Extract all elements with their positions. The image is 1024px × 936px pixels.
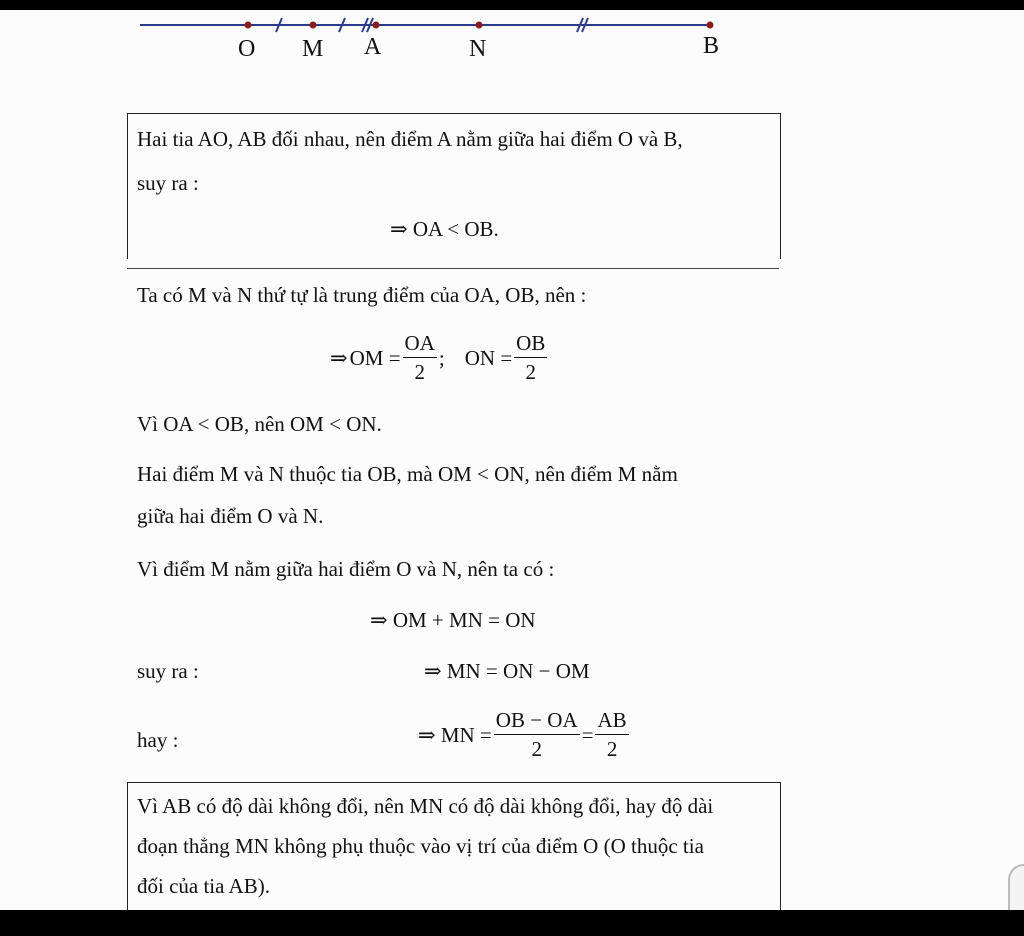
fraction-ob-over-2: $\frac{OB}{2}$	[516, 331, 546, 384]
label-point-o: O	[238, 36, 256, 62]
label-point-m: M	[302, 36, 324, 62]
point-m	[310, 22, 317, 29]
floating-edge-button[interactable]	[1008, 864, 1024, 910]
equation-sum: ⇒ OM + MN = ON	[370, 608, 536, 632]
eq1-separator: ;	[438, 345, 445, 370]
label-point-b: B	[703, 33, 720, 59]
equation-midpoints	[330, 333, 549, 383]
body-paragraph-4: Vì điểm M nằm giữa hai điểm O và N, nên ta có :	[137, 557, 555, 581]
document-page	[0, 10, 1024, 910]
box2-line1: Vì AB có độ dài không đổi, nên MN có độ dài không đổi, hay độ dài	[137, 794, 714, 818]
label-point-a: A	[364, 34, 382, 60]
label-point-n: N	[469, 36, 487, 62]
label-hay: hay :	[137, 728, 179, 752]
divider-line-1	[127, 268, 779, 269]
equation-mn-result	[418, 710, 631, 760]
label-suy-ra: suy ra :	[137, 659, 199, 683]
equation-difference: ⇒ MN = ON − OM	[424, 659, 590, 683]
box2-line3: đối của tia AB).	[137, 874, 270, 898]
eq1-lhs1: OM =	[349, 345, 401, 370]
body-paragraph-2: Vì OA < OB, nên OM < ON.	[137, 412, 382, 436]
box1-equation: ⇒ OA < OB.	[390, 217, 499, 241]
eq1-arrow: ⇒	[330, 345, 348, 370]
point-n	[476, 22, 483, 29]
eq4-equals: =	[581, 722, 594, 747]
body-paragraph-3-line1: Hai điểm M và N thuộc tia OB, mà OM < ON, nên điểm M nằm	[137, 462, 678, 486]
fraction-ab-over-2: $\frac{AB}{2}$	[597, 708, 627, 761]
point-a	[373, 22, 380, 29]
point-o	[245, 22, 252, 29]
box1-line2: suy ra :	[137, 171, 199, 195]
box2-line2: đoạn thẳng MN không phụ thuộc vào vị trí của điểm O (O thuộc tia	[137, 834, 704, 858]
box1-line1: Hai tia AO, AB đối nhau, nên điểm A nằm giữa hai điểm O và B,	[137, 127, 683, 151]
body-paragraph-1: Ta có M và N thứ tự là trung điểm của OA, OB, nên :	[137, 283, 587, 307]
point-b	[707, 22, 714, 29]
eq1-lhs2: ON =	[464, 345, 513, 370]
body-paragraph-3-line2: giữa hai điểm O và N.	[137, 504, 324, 528]
fraction-ob-minus-oa-over-2: $\frac{OB - OA}{2}$	[495, 708, 578, 761]
segment-diagram	[0, 10, 1024, 80]
eq4-lhs: ⇒ MN =	[418, 722, 492, 747]
fraction-oa-over-2: $\frac{OA}{2}$	[404, 331, 435, 384]
